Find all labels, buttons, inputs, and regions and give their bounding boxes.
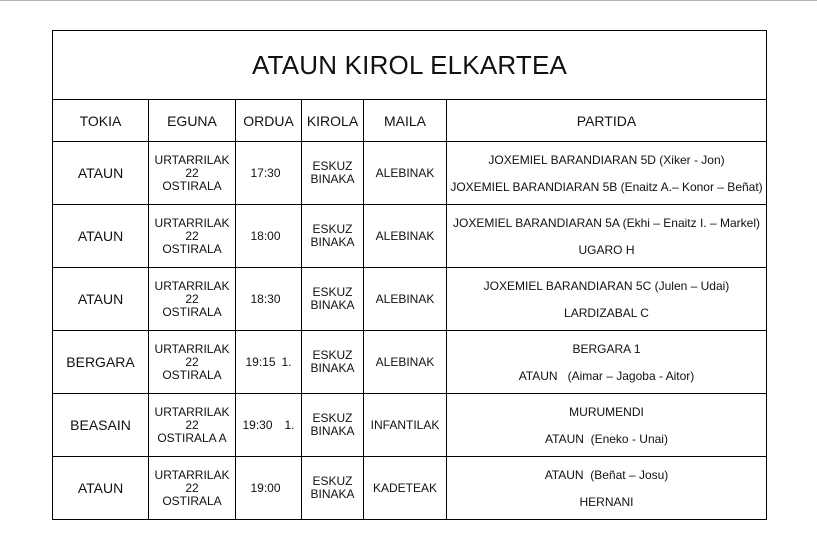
cell-maila: ALEBINAK <box>364 205 447 268</box>
cell-tokia: ATAUN <box>53 268 149 331</box>
cell-eguna: URTARRILAK 22 OSTIRALA <box>149 142 236 205</box>
header-ordua: ORDUA <box>236 100 302 142</box>
cell-kirola: ESKUZ BINAKA <box>302 394 364 457</box>
header-kirola: KIROLA <box>302 100 364 142</box>
cell-maila: KADETEAK <box>364 457 447 520</box>
cell-eguna: URTARRILAK 22 OSTIRALA <box>149 268 236 331</box>
cell-kirola: ESKUZ BINAKA <box>302 268 364 331</box>
cell-tokia: BERGARA <box>53 331 149 394</box>
header-tokia: TOKIA <box>53 100 149 142</box>
cell-maila: ALEBINAK <box>364 331 447 394</box>
top-divider <box>0 0 817 1</box>
table-row <box>53 394 767 457</box>
cell-eguna: URTARRILAK 22 OSTIRALA <box>149 457 236 520</box>
cell-tokia: ATAUN <box>53 142 149 205</box>
cell-ordua: 18:30 <box>236 268 302 331</box>
header-maila: MAILA <box>364 100 447 142</box>
cell-eguna: URTARRILAK 22 OSTIRALA <box>149 331 236 394</box>
table-row <box>53 268 767 331</box>
cell-ordua: 19:00 <box>236 457 302 520</box>
table-row <box>53 331 767 394</box>
table-title: ATAUN KIROL ELKARTEA <box>53 31 767 100</box>
cell-kirola: ESKUZ BINAKA <box>302 457 364 520</box>
cell-maila: ALEBINAK <box>364 142 447 205</box>
cell-partida: JOXEMIEL BARANDIARAN 5A (Ekhi – Enaitz I. – Markel) UGARO H <box>447 205 767 268</box>
cell-maila: INFANTILAK <box>364 394 447 457</box>
cell-partida: JOXEMIEL BARANDIARAN 5D (Xiker - Jon) JOXEMIEL BARANDIARAN 5B (Enaitz A.– Konor – Beñat) <box>447 142 767 205</box>
table-row <box>53 142 767 205</box>
cell-kirola: ESKUZ BINAKA <box>302 205 364 268</box>
cell-partida: MURUMENDI ATAUN (Eneko - Unai) <box>447 394 767 457</box>
cell-tokia: ATAUN <box>53 205 149 268</box>
table-row <box>53 457 767 520</box>
header-row <box>53 100 767 142</box>
cell-ordua: 18:00 <box>236 205 302 268</box>
cell-ordua: 17:30 <box>236 142 302 205</box>
cell-partida: ATAUN (Beñat – Josu) HERNANI <box>447 457 767 520</box>
cell-maila: ALEBINAK <box>364 268 447 331</box>
cell-partida: JOXEMIEL BARANDIARAN 5C (Julen – Udai) LARDIZABAL C <box>447 268 767 331</box>
cell-tokia: ATAUN <box>53 457 149 520</box>
cell-eguna: URTARRILAK 22 OSTIRALA <box>149 205 236 268</box>
header-eguna: EGUNA <box>149 100 236 142</box>
cell-ordua: 19:15 1. <box>236 331 302 394</box>
cell-kirola: ESKUZ BINAKA <box>302 142 364 205</box>
cell-ordua: 19:30 1. <box>236 394 302 457</box>
cell-kirola: ESKUZ BINAKA <box>302 331 364 394</box>
cell-partida: BERGARA 1 ATAUN (Aimar – Jagoba - Aitor) <box>447 331 767 394</box>
header-partida: PARTIDA <box>447 100 767 142</box>
schedule-table <box>52 30 767 520</box>
cell-eguna: URTARRILAK 22 OSTIRALA A <box>149 394 236 457</box>
cell-tokia: BEASAIN <box>53 394 149 457</box>
table-row <box>53 205 767 268</box>
